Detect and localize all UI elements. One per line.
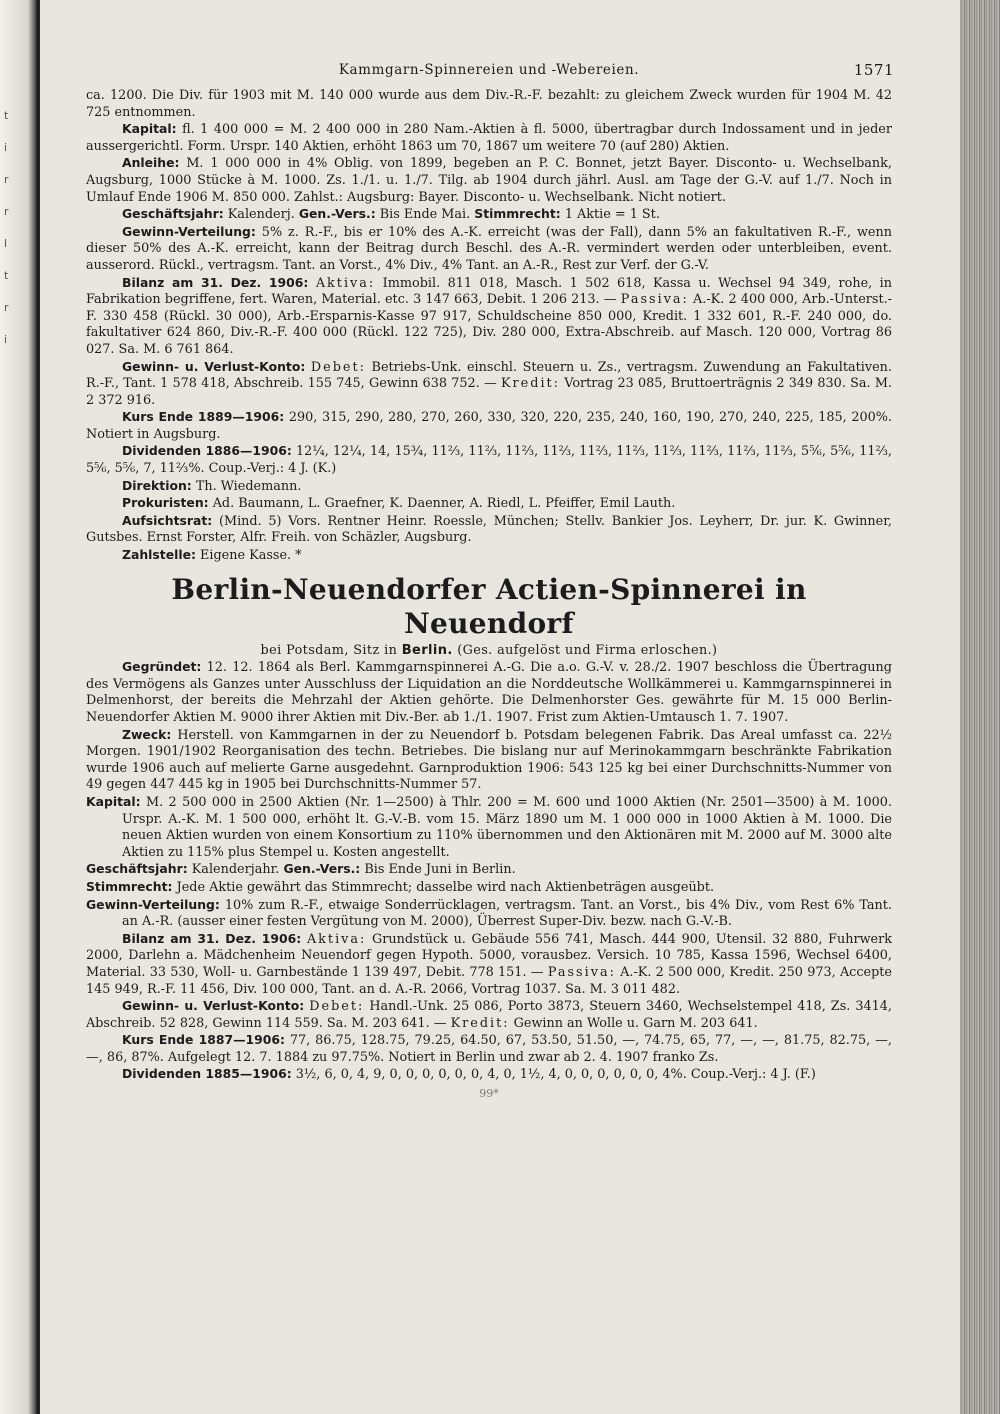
gj-label: Geschäftsjahr:	[122, 206, 224, 222]
div-text: 12¼, 12¼, 14, 15¾, 11⅔, 11⅔, 11⅔, 11⅔, 11⅔, 11⅔, 11⅔, 11⅔, 11⅔, 11⅔, 5⅚, 5⅚, 11⅔, 5⅚, 5⅚, 7, 11⅔%. Coup.-Verj.: 4 J. (K.)	[86, 444, 892, 477]
gegr-label: Gegründet:	[122, 659, 202, 675]
kapital-label: Kapital:	[122, 121, 177, 137]
div-text-2: 3½, 6, 0, 4, 9, 0, 0, 0, 0, 0, 0, 4, 0, 1½, 4, 0, 0, 0, 0, 0, 0, 4%. Coup.-Verj.: 4 J. (F.)	[295, 1067, 816, 1083]
margin-mark: l	[4, 237, 8, 250]
section-gewinn-verteilung-2	[86, 897, 892, 931]
gegr-text: 12. 12. 1864 als Berl. Kammgarnspinnerei A.-G. Die a.o. G.-V. v. 28./2. 1907 beschloss die Übertragung des Vermögens als Ganzes unter Ausschluss der Liquidation an die Norddeutsche Wollkämmerei u. Kammgarnspinnerei in Delmenhorst, der bereits die Mehrzahl der Aktien gehörte. Die Delmenhorster Ges. gewährte für M. 15 000 Berlin-Neuendorfer Aktien M. 9000 ihrer Aktien mit Div.-Ber. ab 1./1. 1907. Frist zum Aktien-Umtausch 1. 7. 1907.	[86, 660, 892, 725]
section-kapital-2	[86, 794, 892, 861]
scan-right-edge	[960, 0, 1000, 1414]
company-entry-1	[86, 88, 892, 565]
section-kurs	[86, 409, 892, 443]
gv-text: Bis Ende Mai.	[379, 207, 471, 223]
section-gewinn-verlust	[86, 359, 892, 410]
gj-text: Kalenderj.	[227, 207, 295, 223]
gj-label-2: Geschäftsjahr:	[86, 861, 188, 877]
subtitle-city: Berlin.	[401, 642, 453, 658]
zweck-label: Zweck:	[122, 726, 172, 742]
anleihe-label: Anleihe:	[122, 155, 180, 171]
kurs-text: 290, 315, 290, 280, 270, 260, 330, 320, 220, 235, 240, 160, 190, 270, 240, 225, 185, 200%. Notiert in Augsburg.	[86, 410, 892, 442]
section-gewinn-verteilung	[86, 224, 892, 275]
aktiva-word: Aktiva:	[315, 275, 376, 291]
kapital-text: fl. 1 400 000 = M. 2 400 000 in 280 Nam.-Aktien à fl. 5000, übertragbar durch Indossament und in jeder aussergerichtl. Form. Urspr. 140 Aktien, erhöht 1863 um 70, 1867 um weitere 70 (auf 280) Aktien.	[86, 122, 892, 154]
div-label-2: Dividenden 1885—1906:	[122, 1066, 292, 1082]
passiva-word-2: Passiva:	[547, 964, 616, 980]
gv-label: Gen.-Vers.:	[298, 206, 376, 222]
passiva-word: Passiva:	[620, 292, 689, 308]
margin-mark: r	[4, 205, 9, 218]
ar-text: (Mind. 5) Vors. Rentner Heinr. Roessle, München; Stellv. Bankier Jos. Leyherr, Dr. jur. K. Gwinner, Gutsbes. Ernst Forster, Alfr. Freih. von Schäzler, Augsburg.	[86, 513, 892, 546]
gewinn-label-2: Gewinn-Verteilung:	[86, 896, 220, 912]
zweck-text: Herstell. von Kammgarnen in der zu Neuendorf b. Potsdam belegenen Fabrik. Das Areal umfasst ca. 22½ Morgen. 1901/1902 Reorganisation des techn. Betriebes. Die bislang nur auf Merinokammgarn beschränkte Fabrikation wurde 1906 auch auf melierte Garne ausgedehnt. Garnproduktion 1906: 543 125 kg bei einer Durchschnitts-Nummer von 49 gegen 447 445 kg in 1905 bei Durchschnitts-Nummer 57.	[86, 727, 893, 793]
margin-mark: t	[4, 269, 9, 282]
guv-label-2: Gewinn- u. Verlust-Konto:	[122, 998, 305, 1014]
section-gewinn-verlust-2	[86, 998, 892, 1032]
guv-debet: Betriebs-Unk. einschl. Steuern u. Zs., vertragsm. Zuwendung an Fakultativen. R.-F., Tant. 1 578 418, Abschreib. 155 745, Gewinn 638 752. —	[86, 359, 892, 392]
stimm-label: Stimmrecht:	[474, 206, 561, 222]
kredit-word-2: Kredit:	[450, 1015, 510, 1031]
kredit-word: Kredit:	[501, 376, 560, 392]
anleihe-text: M. 1 000 000 in 4% Oblig. von 1899, begeben an P. C. Bonnet, jetzt Bayer. Disconto- u. Wechselbank, Augsburg, 1000 Stücke à M. 1000. Zs. 1./1. u. 1./7. Tilg. ab 1904 durch jährl. Ausl. am Tage der G.-V. auf 1./7. Noch in Umlauf Ende 1906 M. 850 000. Zahlst.: Augsburg: Bayer. Disconto- u. Wechselbank. Nicht notiert.	[86, 156, 892, 205]
margin-mark: i	[4, 141, 8, 154]
margin-mark: i	[4, 333, 8, 346]
section-gegruendet	[86, 659, 892, 726]
subtitle-pre: bei Potsdam, Sitz in	[260, 642, 398, 658]
direktion-text: Th. Wiedemann.	[195, 478, 302, 494]
section-anleihe	[86, 155, 892, 206]
section-geschaeftsjahr-2	[86, 861, 892, 879]
zahl-label: Zahlstelle:	[122, 547, 196, 563]
section-dividenden	[86, 443, 892, 477]
ar-label: Aufsichtsrat:	[122, 512, 213, 528]
document-page	[86, 62, 892, 1103]
guv-debet-2: Handl.-Unk. 25 086, Porto 3873, Steuern 3460, Wechselstempel 418, Zs. 3414, Abschreib. 52 828, Gewinn 114 559. Sa. M. 203 641. —	[86, 999, 892, 1031]
guv-kredit: Vortrag 23 085, Bruttoerträgnis 2 349 830. Sa. M. 2 372 916.	[86, 376, 893, 408]
section-zahlstelle	[86, 547, 892, 565]
company-subtitle	[86, 643, 892, 660]
section-prokuristen	[86, 495, 892, 513]
direktion-label: Direktion:	[122, 477, 192, 493]
kapital-label-2: Kapital:	[86, 793, 141, 809]
left-margin-marks	[4, 100, 16, 356]
section-bilanz-2	[86, 931, 892, 998]
company-entry-2	[86, 573, 892, 1103]
debet-word-2: Debet:	[309, 999, 365, 1015]
gv-label-2: Gen.-Vers.:	[283, 861, 361, 877]
stimm-label-2: Stimmrecht:	[86, 878, 173, 894]
kapital-text-2: M. 2 500 000 in 2500 Aktien (Nr. 1—2500) à Thlr. 200 = M. 600 und 1000 Aktien (Nr. 2501—3500) à M. 1000. Urspr. A.-K. M. 1 500 000, erhöht lt. G.-V.-B. vom 15. März 1890 um M. 1 000 000 in 1000 Aktien à M. 1000. Die neuen Aktien wurden von einem Konsortium zu 110% übernommen und den Aktionären mit M. 2000 auf M. 3000 alte Aktien zu 115% plus Stempel u. Kosten angestellt.	[122, 794, 892, 860]
stimm-text: 1 Aktie = 1 St.	[564, 207, 660, 223]
bilanz-label-2: Bilanz am 31. Dez. 1906:	[122, 930, 302, 946]
section-stimmrecht-2	[86, 879, 892, 897]
bilanz-aktiva-2: Grundstück u. Gebäude 556 741, Masch. 444 900, Utensil. 32 880, Fuhrwerk 2000, Darlehn a. Mädchenheim Neuendorf gegen Hypoth. 5000, vorausbez. Versich. 10 785, Kassa 1596, Wechsel 6400, Material. 33 530, Woll- u. Garnbestände 1 139 497, Debit. 778 151. —	[86, 931, 892, 980]
margin-mark: r	[4, 301, 9, 314]
margin-mark: t	[4, 109, 9, 122]
aktiva-word-2: Aktiva:	[306, 931, 367, 947]
section-dividenden-2	[86, 1066, 892, 1084]
kurs-label: Kurs Ende 1889—1906:	[122, 409, 285, 425]
section-aufsichtsrat	[86, 513, 892, 547]
section-direktion	[86, 478, 892, 496]
guv-label: Gewinn- u. Verlust-Konto:	[122, 358, 306, 374]
guv-kredit-2: Gewinn an Wolle u. Garn M. 203 641.	[513, 1015, 758, 1031]
company-title: Berlin-Neuendorfer Actien-Spinnerei in Neuendorf	[171, 572, 807, 640]
bilanz-aktiva: Immobil. 811 018, Masch. 1 502 618, Kassa u. Wechsel 94 349, rohe, in Fabrikation begriffene, fert. Waren, Material. etc. 3 147 663, Debit. 1 206 213.	[86, 275, 893, 308]
gewinn-text: 5% z. R.-F., bis er 10% des A.-K. erreicht (was der Fall), dann 5% an fakultativen R.-F., wenn dieser 50% des A.-K. erreicht, kann der Beitrag durch Beschl. des A.-R. vermindert werden oder unterbleiben, event. ausserord. Rückl., vertragsm. Tant. an Vorst., 4% Div., 4% Tant. an A.-R., Rest zur Verf. der G.-V.	[86, 224, 892, 273]
kurs-text-2: 77, 86.75, 128.75, 79.25, 64.50, 67, 53.50, 51.50, —, 74.75, 65, 77, —, —, 81.75, 82.75, —, —, 86, 87%. Aufgelegt 12. 7. 1884 zu 97.75%. Notiert in Berlin und zwar ab 2. 4. 1907 franko Zs.	[86, 1033, 892, 1065]
subtitle-post: (Ges. aufgelöst und Firma erloschen.)	[457, 642, 718, 658]
gv-text-2: Bis Ende Juni in Berlin.	[364, 862, 516, 878]
zahl-text: Eigene Kasse. *	[200, 548, 302, 564]
section-geschaeftsjahr	[86, 206, 892, 224]
intro-text: ca. 1200. Die Div. für 1903 mit M. 140 000 wurde aus dem Div.-R.-F. bezahlt: zu gleichem Zweck wurden für 1904 M. 42 725 entnommen.	[86, 88, 892, 120]
section-kurs-2	[86, 1032, 892, 1066]
stimm-text-2: Jede Aktie gewährt das Stimmrecht; dasselbe wird nach Aktienbeträgen ausgeübt.	[176, 879, 715, 895]
footer-mark: 99*	[479, 1087, 499, 1101]
bilanz-passiva-2: A.-K. 2 500 000, Kredit. 250 973, Accepte 145 949, R.-F. 11 456, Div. 100 000, Tant. an d. A.-R. 2066, Vortrag 1037. Sa. M. 3 011 482.	[86, 964, 892, 997]
gewinn-label: Gewinn-Verteilung:	[122, 223, 256, 239]
bilanz-passiva: A.-K. 2 400 000, Arb.-Unterst.-F. 330 458 (Rückl. 30 000), Arb.-Ersparnis-Kasse 97 917, Schuldscheine 850 000, Kredit. 1 332 601, R.-F. 240 000, do. fakultativer 624 860, Div.-R.-F. 400 000 (Rückl. 122 725), Div. 280 000, Extra-Abschreib. auf Masch. 120 000, Vortrag 86 027. Sa. M. 6 761 864.	[86, 292, 892, 357]
debet-word: Debet:	[310, 359, 366, 375]
section-bilanz: Bilanz am 31. Dez. 1906: Aktiva: Immobil. 811 018, Masch. 1 502 618, Kassa u. Wechsel 94 349, rohe, in Fabrikation begriffene, fert. Waren, Material. etc. 3 147 663, Debit. 1 206 213. — Passiva: A.-K. 2 400 000, Arb.-Unterst.-F. 330 458 (Rückl. 30 000), Arb.-Ersparnis-Kasse 97 917, Schuldscheine 850 000, Kredit. 1 332 601, R.-F. 240 000, do. fakultativer 624 860, Div.-R.-F. 400 000 (Rückl. 122 725), Div. 280 000, Extra-Abschreib. auf Masch. 120 000, Vortrag 86 027. Sa. M. 6 761 864.	[86, 274, 893, 357]
running-title: Kammgarn-Spinnereien und -Webereien.	[338, 62, 640, 78]
section-zweck	[86, 727, 892, 794]
section-kapital	[86, 121, 892, 155]
gewinn-text-2: 10% zum R.-F., etwaige Sonderrücklagen, vertragsm. Tant. an Vorst., bis 4% Div., vom Rest 6% Tant. an A.-R. (ausser einer festen Vergütung von M. 2000), Überrest Super-Div. bezw. nach G.-V.-B.	[122, 897, 892, 930]
prok-label: Prokuristen:	[122, 495, 209, 511]
div-label: Dividenden 1886—1906:	[122, 443, 292, 459]
kurs-label-2: Kurs Ende 1887—1906:	[122, 1032, 285, 1048]
gj-text-2: Kalenderjahr.	[191, 862, 280, 878]
page-header	[86, 62, 892, 84]
bilanz-label: Bilanz am 31. Dez. 1906:	[122, 274, 309, 290]
page-number: 1571	[853, 61, 894, 79]
prok-text: Ad. Baumann, L. Graefner, K. Daenner, A. Riedl, L. Pfeiffer, Emil Lauth.	[212, 496, 676, 512]
margin-mark: r	[4, 173, 9, 186]
